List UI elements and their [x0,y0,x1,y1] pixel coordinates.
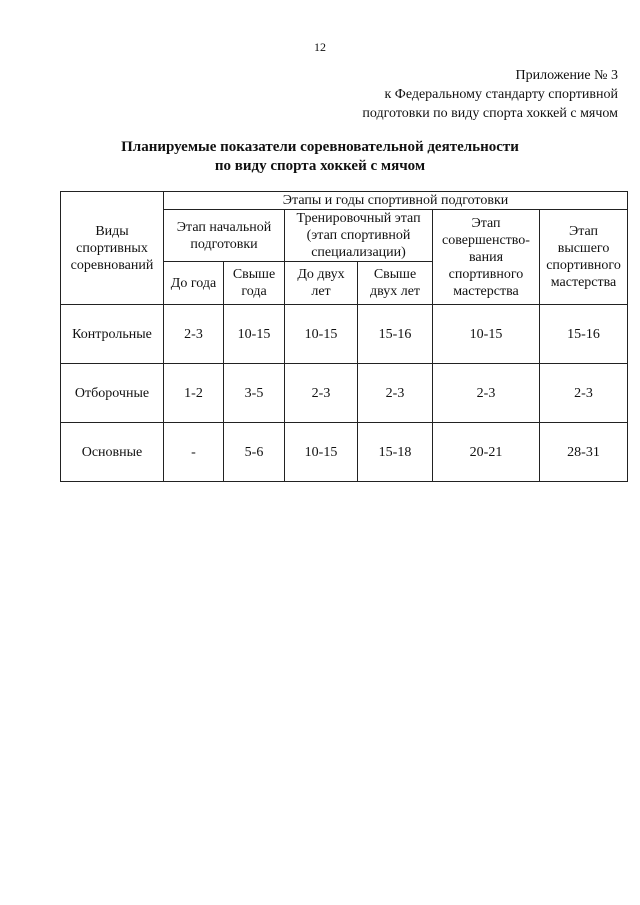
table-cell: 2-3 [285,364,358,423]
table-cell: 10-15 [285,305,358,364]
competition-indicators-table [60,191,628,482]
table-cell: 15-16 [358,305,433,364]
header-initial-over-year: Свыше года [224,262,285,305]
header-stage-improvement: Этап совершенство-вания спортивного мастерства [433,210,540,305]
header-stages-and-years: Этапы и годы спортивной подготовки [164,192,628,210]
table-row [61,305,628,364]
table-cell: 2-3 [164,305,224,364]
table-cell: 3-5 [224,364,285,423]
table-row [61,423,628,482]
appendix-line-2: к Федеральному стандарту спортивной [384,87,618,102]
table-cell: 15-16 [540,305,628,364]
appendix-line-3: подготовки по виду спорта хоккей с мячом [362,106,618,121]
appendix-line-1: Приложение № 3 [515,68,618,83]
header-stage-initial: Этап начальной подготовки [164,210,285,262]
table-cell: 10-15 [433,305,540,364]
table-cell: 2-3 [433,364,540,423]
header-stage-training: Тренировочный этап (этап спортивной специализации) [285,210,433,262]
table-cell: 2-3 [358,364,433,423]
header-row-group [61,192,628,210]
table-cell: 28-31 [540,423,628,482]
table-cell: 5-6 [224,423,285,482]
table-cell: 20-21 [433,423,540,482]
table-cell: 10-15 [224,305,285,364]
header-training-over-two: Свыше двух лет [358,262,433,305]
table-cell: - [164,423,224,482]
table-cell: 1-2 [164,364,224,423]
appendix-header [362,66,618,123]
title-line-2: по виду спорта хоккей с мячом [214,158,426,174]
table-cell: 2-3 [540,364,628,423]
table-cell: 10-15 [285,423,358,482]
table-row [61,364,628,423]
row-label: Контрольные [61,305,164,364]
title-line-1: Планируемые показатели соревновательной деятельности [121,139,519,155]
row-label: Основные [61,423,164,482]
header-competition-types: Виды спортивных соревнований [61,192,164,305]
header-initial-under-year: До года [164,262,224,305]
page-number: 12 [314,40,326,54]
header-stage-higher: Этап высшего спортивного мастерства [540,210,628,305]
table-cell: 15-18 [358,423,433,482]
header-training-under-two: До двух лет [285,262,358,305]
document-title [0,138,640,176]
row-label: Отборочные [61,364,164,423]
